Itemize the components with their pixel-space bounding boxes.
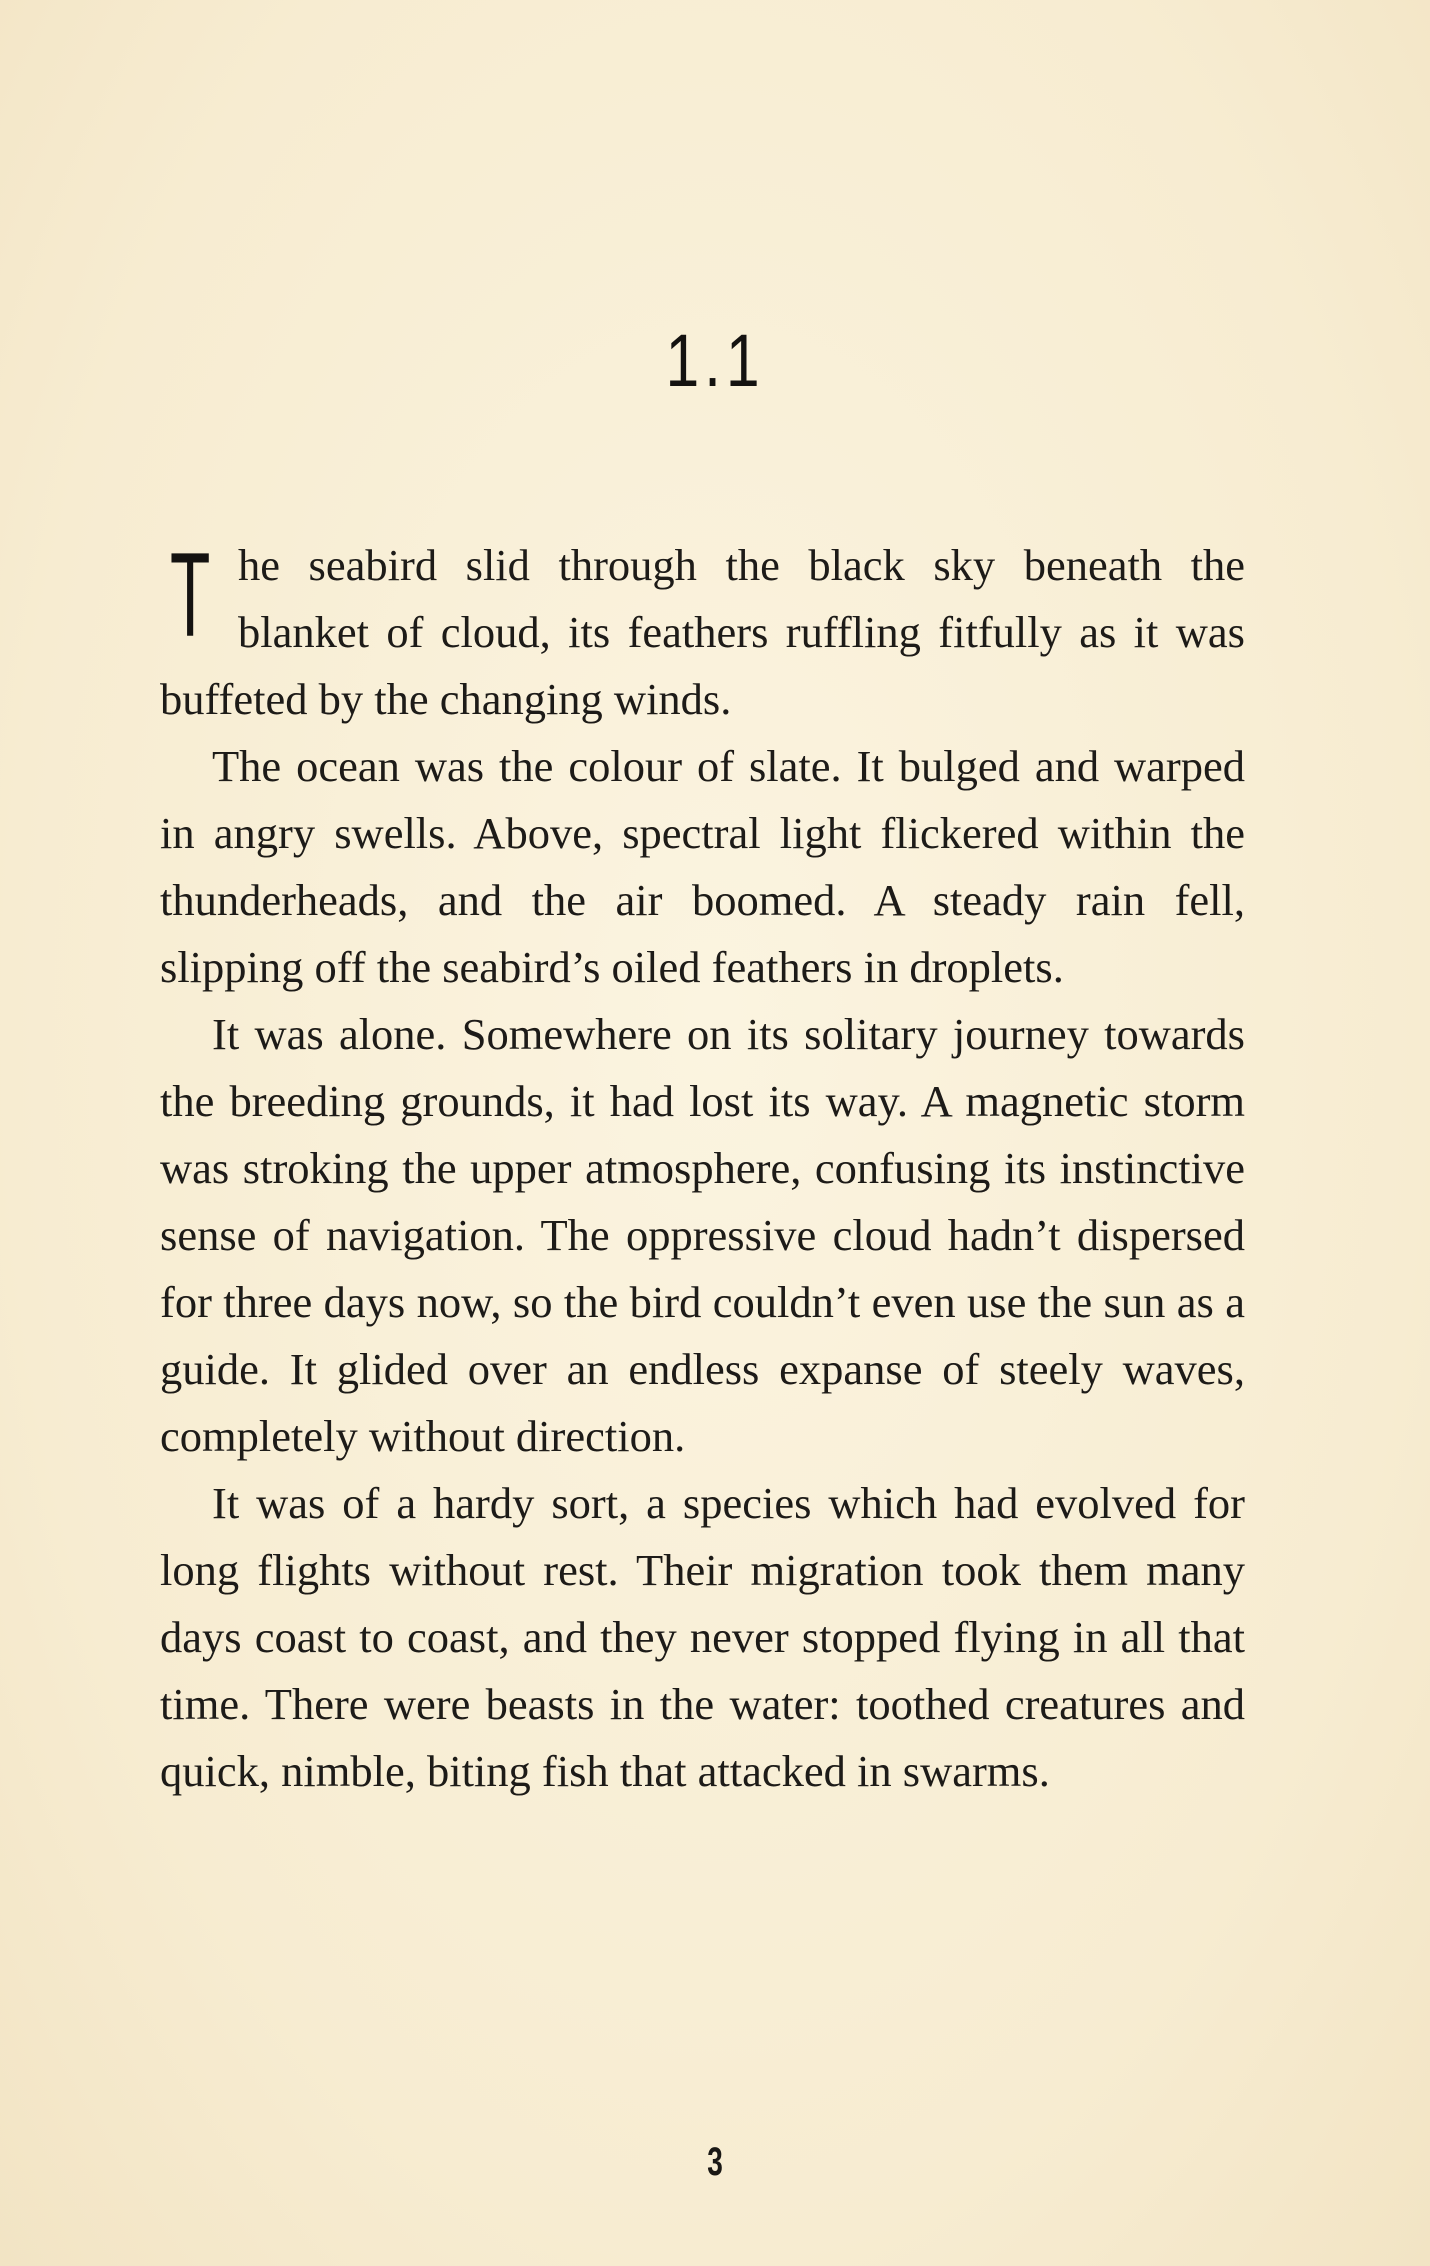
chapter-body — [160, 528, 1245, 1805]
paragraph-1 — [160, 528, 1245, 733]
drop-cap: T — [170, 528, 211, 662]
paragraph-1-text: he seabird slid through the black sky beneath the blanket of cloud, its feathers ruffling fitfully as it was buffeted by the changing winds. — [160, 540, 1245, 724]
page-number: 3 — [707, 2140, 723, 2184]
paragraph-4: It was of a hardy sort, a species which had evolved for long flights without rest. Their migration took them many days coast to coast, and they never stopped flying in all that time. There were beasts in the water: toothed creatures and quick, nimble, biting fish that attacked in swarms. — [160, 1478, 1245, 1796]
chapter-number: 1.1 — [665, 319, 765, 402]
paragraph-2: The ocean was the colour of slate. It bulged and warped in angry swells. Above, spectral light flickered within the thunderheads, and the air boomed. A steady rain fell, slipping off the seabird’s oiled feathers in droplets. — [160, 741, 1245, 992]
paragraph-3: It was alone. Somewhere on its solitary journey towards the breeding grounds, it had lost its way. A magnetic storm was stroking the upper atmosphere, confusing its instinctive sense of navigation. The oppressive cloud hadn’t dispersed for three days now, so the bird couldn’t even use the sun as a guide. It glided over an endless expanse of steely waves, completely without direction. — [160, 1009, 1245, 1461]
